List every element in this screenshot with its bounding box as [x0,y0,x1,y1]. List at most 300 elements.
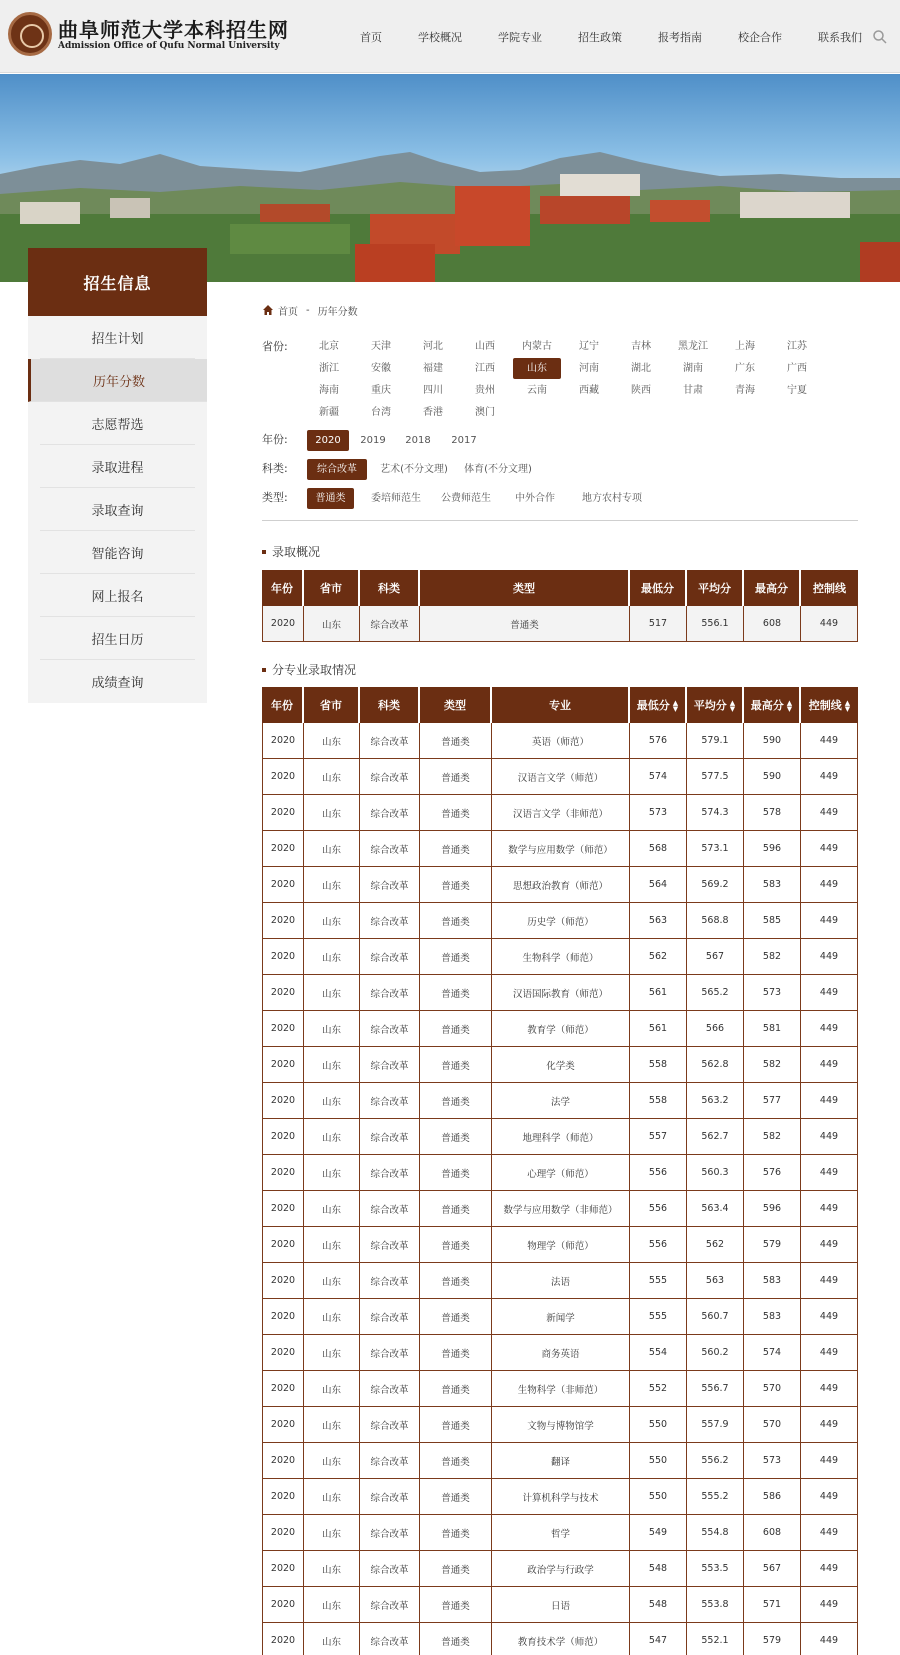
subject-option[interactable]: 艺术(不分文理) [380,464,448,475]
breadcrumb-separator: - [306,304,310,316]
type-option[interactable]: 委培师范生 [371,493,421,504]
table-row [262,1119,858,1155]
province-option[interactable]: 北京 [319,341,339,352]
sidebar-list [28,316,207,703]
table-row [262,1443,858,1479]
overview-title-text: 录取概况 [272,545,321,559]
filter-panel [262,300,858,530]
table-cell: 449 [801,759,858,795]
header-label: 年份 [271,699,293,712]
table-cell: 550 [630,1479,687,1515]
major-name-cell: 新闻学 [492,1299,630,1335]
table-cell: 普通类 [420,1479,492,1515]
table-cell: 山东 [304,1083,360,1119]
major-name-cell: 汉语言文学（非师范） [492,795,630,831]
major-name-cell: 数学与应用数学（非师范） [492,1191,630,1227]
table-cell: 449 [801,1191,858,1227]
major-name-cell: 汉语言文学（师范） [492,759,630,795]
table-cell: 2020 [262,759,304,795]
sort-icon[interactable]: ▲ ▼ [786,699,793,713]
table-cell: 556 [630,1155,687,1191]
table-cell: 582 [744,939,801,975]
main-content [262,300,858,1648]
province-option[interactable]: 海南 [319,385,339,396]
table-cell: 449 [801,1371,858,1407]
table-cell: 449 [801,1623,858,1655]
table-cell: 562.8 [687,1047,744,1083]
table-row [262,1263,858,1299]
table-cell: 449 [801,1119,858,1155]
major-name-cell: 地理科学（师范） [492,1119,630,1155]
table-cell: 山东 [304,1335,360,1371]
sidebar-item-application-help[interactable]: 志愿帮选 [40,402,195,445]
province-option[interactable]: 青海 [735,385,755,396]
subject-label: 科类: [262,462,288,475]
province-option[interactable]: 辽宁 [579,341,599,352]
header-label: 科类 [378,699,400,712]
table-cell: 449 [801,1011,858,1047]
table-cell: 573 [630,795,687,831]
table-cell: 2020 [262,867,304,903]
table-cell: 449 [801,1299,858,1335]
province-option[interactable]: 吉林 [631,341,651,352]
major-name-cell: 哲学 [492,1515,630,1551]
table-cell: 570 [744,1371,801,1407]
nav-contact-us[interactable]: 联系我们 [818,30,862,44]
province-option[interactable]: 江西 [475,363,495,374]
majors-header-cell [360,687,420,723]
major-name-cell: 法语 [492,1263,630,1299]
table-cell: 578 [744,795,801,831]
overview-header-cell: 省市 [304,570,360,606]
major-name-cell: 心理学（师范） [492,1155,630,1191]
year-option[interactable]: 2018 [405,435,431,446]
province-option[interactable]: 山东 [513,358,561,379]
table-cell: 2020 [262,1299,304,1335]
university-seal-icon [8,12,52,56]
site-header [0,0,900,73]
table-cell: 556.7 [687,1371,744,1407]
table-cell: 550 [630,1443,687,1479]
province-option[interactable]: 澳门 [475,407,495,418]
table-cell: 563.2 [687,1083,744,1119]
table-cell: 585 [744,903,801,939]
nav-admission-policy[interactable]: 招生政策 [578,30,622,44]
table-cell: 普通类 [420,975,492,1011]
table-cell: 449 [801,1083,858,1119]
table-cell: 山东 [304,723,360,759]
table-cell: 普通类 [420,903,492,939]
sort-icon[interactable]: ▲ ▼ [672,699,679,713]
table-cell: 555 [630,1299,687,1335]
table-cell: 山东 [304,1623,360,1655]
province-option[interactable]: 山西 [475,341,495,352]
majors-header-cell[interactable] [630,687,687,723]
table-cell: 583 [744,867,801,903]
table-cell: 449 [801,1407,858,1443]
header-label: 平均分 [693,699,727,712]
table-cell: 综合改革 [360,1587,420,1623]
table-cell: 2020 [262,831,304,867]
table-cell: 2020 [262,1227,304,1263]
province-option[interactable]: 四川 [423,385,443,396]
province-option[interactable]: 重庆 [371,385,391,396]
nav-school-enterprise[interactable]: 校企合作 [738,30,782,44]
table-cell: 山东 [304,1191,360,1227]
table-row [262,1299,858,1335]
table-cell: 547 [630,1623,687,1655]
table-row [262,1551,858,1587]
table-cell: 608 [744,1515,801,1551]
major-name-cell: 生物科学（师范） [492,939,630,975]
table-cell: 普通类 [420,831,492,867]
province-option[interactable]: 福建 [423,363,443,374]
province-option[interactable]: 安徽 [371,363,391,374]
table-cell: 普通类 [420,1227,492,1263]
year-option[interactable]: 2017 [451,435,477,446]
table-cell: 565.2 [687,975,744,1011]
table-cell: 596 [744,831,801,867]
site-logo[interactable] [8,10,289,60]
major-name-cell: 思想政治教育（师范） [492,867,630,903]
sidebar-item-online-registration[interactable]: 网上报名 [40,574,195,617]
province-option[interactable]: 黑龙江 [678,341,708,352]
sidebar [28,248,207,703]
table-row [262,1227,858,1263]
table-cell: 2020 [262,1119,304,1155]
table-cell: 2020 [262,1443,304,1479]
province-option[interactable]: 江苏 [787,341,807,352]
sidebar-item-enrollment-calendar[interactable]: 招生日历 [40,617,195,660]
table-cell: 山东 [304,1119,360,1155]
overview-table [262,570,858,642]
table-cell: 554 [630,1335,687,1371]
table-cell: 综合改革 [360,831,420,867]
table-cell: 山东 [304,1263,360,1299]
table-cell: 563 [630,903,687,939]
table-cell: 552.1 [687,1623,744,1655]
table-cell: 558 [630,1047,687,1083]
nav-home[interactable]: 首页 [360,30,382,44]
table-row [262,867,858,903]
table-cell: 2020 [262,723,304,759]
majors-section-title [262,661,356,678]
table-cell: 普通类 [420,1299,492,1335]
table-cell: 517 [630,606,687,642]
table-cell: 山东 [304,795,360,831]
table-cell: 576 [630,723,687,759]
table-cell: 449 [801,1155,858,1191]
table-cell: 449 [801,903,858,939]
sidebar-title: 招生信息 [28,248,207,316]
header-label: 最高分 [750,699,784,712]
table-cell: 556 [630,1191,687,1227]
table-cell: 449 [801,1443,858,1479]
table-cell: 583 [744,1263,801,1299]
majors-header-cell [262,687,304,723]
type-option[interactable]: 普通类 [307,488,354,509]
table-cell: 570 [744,1407,801,1443]
table-cell: 综合改革 [360,939,420,975]
table-cell: 综合改革 [360,606,420,642]
table-cell: 574 [630,759,687,795]
table-cell: 山东 [304,606,360,642]
majors-header-cell[interactable] [744,687,801,723]
nav-application-guide[interactable]: 报考指南 [658,30,702,44]
table-cell: 560.3 [687,1155,744,1191]
table-row [262,1083,858,1119]
province-option[interactable]: 台湾 [371,407,391,418]
table-cell: 571 [744,1587,801,1623]
table-row [262,1011,858,1047]
sidebar-item-past-scores[interactable]: 历年分数 [28,359,207,402]
sort-icon[interactable]: ▲ ▼ [844,699,851,713]
type-option[interactable]: 公费师范生 [441,493,491,504]
table-cell: 563 [687,1263,744,1299]
type-label: 类型: [262,491,288,504]
table-cell: 山东 [304,1443,360,1479]
table-cell: 综合改革 [360,867,420,903]
overview-section-title [262,543,320,560]
major-name-cell: 教育技术学（师范） [492,1623,630,1655]
header-label: 省市 [320,699,342,712]
table-cell: 综合改革 [360,1443,420,1479]
major-name-cell: 日语 [492,1587,630,1623]
header-label: 最低分 [636,699,670,712]
search-icon[interactable] [872,29,888,45]
sidebar-item-admission-progress[interactable]: 录取进程 [40,445,195,488]
province-option[interactable]: 内蒙古 [522,341,552,352]
table-cell: 普通类 [420,795,492,831]
table-cell: 573 [744,975,801,1011]
major-name-cell: 英语（师范） [492,723,630,759]
table-cell: 山东 [304,759,360,795]
overview-header-cell: 最高分 [744,570,801,606]
majors-header-cell [420,687,492,723]
table-cell: 山东 [304,975,360,1011]
subject-option[interactable]: 体育(不分文理) [464,464,532,475]
sidebar-item-admission-query[interactable]: 录取查询 [40,488,195,531]
majors-table [262,687,858,1655]
province-option[interactable]: 天津 [371,341,391,352]
breadcrumb-home[interactable]: 首页 [278,306,298,318]
province-option[interactable]: 湖北 [631,363,651,374]
table-cell: 山东 [304,831,360,867]
type-option[interactable]: 中外合作 [515,493,555,504]
table-cell: 556.2 [687,1443,744,1479]
table-cell: 2020 [262,1011,304,1047]
table-cell: 449 [801,795,858,831]
table-row [262,975,858,1011]
table-cell: 582 [744,1047,801,1083]
table-cell: 576 [744,1155,801,1191]
province-option[interactable]: 新疆 [319,407,339,418]
table-cell: 548 [630,1551,687,1587]
table-cell: 普通类 [420,1407,492,1443]
table-cell: 2020 [262,903,304,939]
table-cell: 综合改革 [360,1371,420,1407]
major-name-cell: 教育学（师范） [492,1011,630,1047]
year-option[interactable]: 2019 [360,435,386,446]
table-cell: 577.5 [687,759,744,795]
table-cell: 590 [744,759,801,795]
province-option[interactable]: 河南 [579,363,599,374]
table-cell: 山东 [304,1407,360,1443]
majors-title-text: 分专业录取情况 [272,663,357,677]
table-cell: 568.8 [687,903,744,939]
table-cell: 普通类 [420,1011,492,1047]
table-cell: 562 [687,1227,744,1263]
province-option[interactable]: 上海 [735,341,755,352]
major-name-cell: 历史学（师范） [492,903,630,939]
table-cell: 山东 [304,903,360,939]
table-cell: 普通类 [420,939,492,975]
table-cell: 557 [630,1119,687,1155]
table-row [262,939,858,975]
table-cell: 山东 [304,1551,360,1587]
sort-icon[interactable]: ▲ ▼ [729,699,736,713]
table-cell: 山东 [304,1371,360,1407]
major-name-cell: 物理学（师范） [492,1227,630,1263]
province-option[interactable]: 广东 [735,363,755,374]
table-cell: 579 [744,1623,801,1655]
table-cell: 综合改革 [360,1119,420,1155]
table-cell: 普通类 [420,1047,492,1083]
header-label: 控制线 [808,699,842,712]
table-cell: 608 [744,606,801,642]
section-bullet-icon [262,550,266,554]
overview-header-cell: 科类 [360,570,420,606]
overview-header-cell: 控制线 [801,570,858,606]
sidebar-item-enrollment-plan[interactable]: 招生计划 [40,316,195,359]
sidebar-item-score-query[interactable]: 成绩查询 [91,676,144,691]
overview-header-cell: 平均分 [687,570,744,606]
province-option[interactable]: 西藏 [579,385,599,396]
table-cell: 449 [801,939,858,975]
province-option[interactable]: 甘肃 [683,385,703,396]
table-cell: 564 [630,867,687,903]
table-cell: 449 [801,1587,858,1623]
table-cell: 普通类 [420,1515,492,1551]
table-cell: 综合改革 [360,1623,420,1655]
table-cell: 2020 [262,1155,304,1191]
table-row [262,1587,858,1623]
table-cell: 综合改革 [360,759,420,795]
table-cell: 山东 [304,1155,360,1191]
type-option[interactable]: 地方农村专项 [582,493,642,504]
filter-divider [262,520,858,521]
province-option[interactable]: 陕西 [631,385,651,396]
province-option[interactable]: 贵州 [475,385,495,396]
header-label: 专业 [549,699,571,712]
table-cell: 普通类 [420,1443,492,1479]
table-cell: 590 [744,723,801,759]
table-row [262,606,858,642]
table-cell: 563.4 [687,1191,744,1227]
table-cell: 562 [630,939,687,975]
table-cell: 2020 [262,1407,304,1443]
table-cell: 560.2 [687,1335,744,1371]
majors-header-cell [304,687,360,723]
major-name-cell: 数学与应用数学（师范） [492,831,630,867]
table-cell: 综合改革 [360,1515,420,1551]
table-cell: 449 [801,723,858,759]
table-row [262,1515,858,1551]
table-row [262,723,858,759]
table-cell: 554.8 [687,1515,744,1551]
table-cell: 449 [801,831,858,867]
table-cell: 2020 [262,1551,304,1587]
majors-header-cell[interactable] [687,687,744,723]
table-cell: 山东 [304,939,360,975]
table-cell: 548 [630,1587,687,1623]
province-option[interactable]: 河北 [423,341,443,352]
table-cell: 553.5 [687,1551,744,1587]
table-cell: 综合改革 [360,795,420,831]
province-option[interactable]: 浙江 [319,363,339,374]
table-cell: 566 [687,1011,744,1047]
table-cell: 556 [630,1227,687,1263]
table-cell: 573 [744,1443,801,1479]
table-cell: 449 [801,975,858,1011]
majors-header-cell[interactable] [801,687,858,723]
table-cell: 574.3 [687,795,744,831]
province-option[interactable]: 广西 [787,363,807,374]
table-cell: 山东 [304,1299,360,1335]
table-cell: 山东 [304,1227,360,1263]
table-cell: 552 [630,1371,687,1407]
table-cell: 579 [744,1227,801,1263]
table-cell: 549 [630,1515,687,1551]
table-row [262,1047,858,1083]
table-cell: 2020 [262,1371,304,1407]
table-cell: 山东 [304,1479,360,1515]
major-name-cell: 政治学与行政学 [492,1551,630,1587]
table-cell: 449 [801,1047,858,1083]
province-option[interactable]: 云南 [527,385,547,396]
table-cell: 综合改革 [360,1047,420,1083]
province-option[interactable]: 香港 [423,407,443,418]
table-cell: 山东 [304,1587,360,1623]
sidebar-item-smart-consult[interactable]: 智能咨询 [40,531,195,574]
table-cell: 综合改革 [360,1083,420,1119]
subject-option[interactable]: 综合改革 [307,459,367,480]
table-cell: 综合改革 [360,1407,420,1443]
table-cell: 553.8 [687,1587,744,1623]
table-row [262,1335,858,1371]
table-cell: 583 [744,1299,801,1335]
table-cell: 555 [630,1263,687,1299]
table-cell: 普通类 [420,1119,492,1155]
table-row [262,903,858,939]
table-cell: 2020 [262,1191,304,1227]
table-cell: 普通类 [420,1623,492,1655]
table-cell: 2020 [262,1083,304,1119]
province-option[interactable]: 宁夏 [787,385,807,396]
table-cell: 586 [744,1479,801,1515]
province-label: 省份: [262,340,288,353]
table-cell: 558 [630,1083,687,1119]
nav-colleges-majors[interactable]: 学院专业 [498,30,542,44]
table-cell: 449 [801,1263,858,1299]
nav-school-overview[interactable]: 学校概况 [418,30,462,44]
year-option[interactable]: 2020 [307,430,349,451]
table-cell: 2020 [262,975,304,1011]
table-cell: 569.2 [687,867,744,903]
province-option[interactable]: 湖南 [683,363,703,374]
table-cell: 596 [744,1191,801,1227]
table-cell: 550 [630,1407,687,1443]
